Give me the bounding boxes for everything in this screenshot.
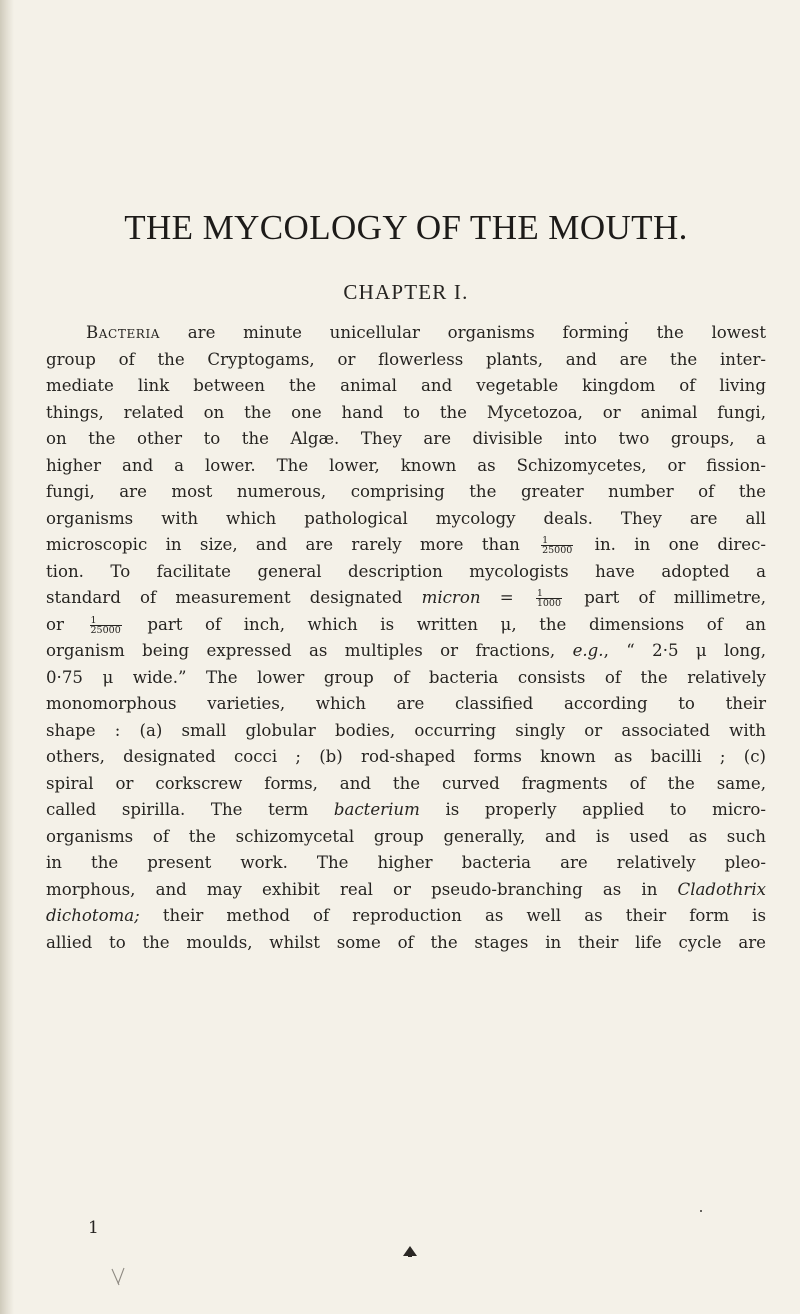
text-line: fungi, are most numerous, comprising the greater number of the (46, 482, 766, 501)
italic-term: micron (421, 588, 481, 607)
text-line: dichotoma; their method of reproduction as well as their form is (46, 906, 766, 925)
text-line: tion. To facilitate general description mycologists have adopted a (46, 561, 766, 581)
text-line: organism being expressed as multiples or fractions, e.g., “ 2·5 μ long, (46, 641, 766, 660)
text-line: organisms with which pathological mycology deals. They are all (46, 508, 766, 528)
fraction: $\frac{1}{25000}$ (542, 535, 573, 556)
text-line: morphous, and may exhibit real or pseudo-branching as in Cladothrix (46, 879, 766, 899)
body-paragraph (46, 320, 766, 956)
text-line: organisms of the schizomycetal group generally, and is used as such (46, 826, 766, 846)
text-line: monomorphous varieties, which are classified according to their (46, 694, 766, 713)
text-line: on the other to the Algæ. They are divisible into two groups, a (46, 429, 766, 448)
fraction: $\frac{1}{25000}$ (90, 614, 121, 636)
text-line: allied to the moulds, whilst some of the stages in their life cycle are (46, 932, 766, 952)
chapter-heading: CHAPTER I. (343, 280, 469, 304)
text-line: or $\frac{1}{25000}$ part of inch, which is written μ, the dimensions of an (46, 614, 766, 636)
book-title: THE MYCOLOGY OF THE MOUTH. (124, 208, 688, 247)
italic-term: e.g. (572, 641, 604, 660)
italic-term: dichotoma; (46, 906, 140, 925)
text-line: spiral or corkscrew forms, and the curved fragments of the same, (46, 773, 766, 793)
italic-term: bacterium (333, 800, 420, 819)
text-line: things, related on the one hand to the Mycetozoa, or animal fungi, (46, 402, 766, 422)
text-line: standard of measurement designated micron = $\frac{1}{1000}$ part of millimetre, (46, 588, 767, 609)
text-line: shape : (a) small globular bodies, occurring singly or associated with (46, 720, 766, 740)
text-line: group of the Cryptogams, or flowerless plants, and are the inter- (46, 349, 766, 369)
fraction: $\frac{1}{1000}$ (536, 588, 561, 609)
printer-ornament-icon (402, 1244, 418, 1258)
text-line: in the present work. The higher bacteria are relatively pleo- (46, 853, 766, 872)
text-line: 0·75 μ wide.” The lower group of bacteria consists of the relatively (46, 667, 766, 687)
text-line: called spirilla. The term bacterium is properly applied to micro- (46, 800, 767, 819)
page-number: 1 (88, 1218, 99, 1238)
text-line: microscopic in size, and are rarely more than $\frac{1}{25000}$ in. in one direc- (46, 535, 766, 556)
print-speck (700, 1210, 702, 1212)
pencil-scratch-mark (110, 1266, 126, 1288)
italic-term: Cladothrix (677, 879, 766, 899)
page-left-edge (0, 0, 14, 1314)
text-line: others, designated cocci ; (b) rod-shaped forms known as bacilli ; (c) (46, 747, 766, 766)
text-line: Bacteria are minute unicellular organisms forming the lowest (86, 323, 766, 342)
lead-word: Bacteria (86, 323, 161, 342)
text-line: mediate link between the animal and vegetable kingdom of living (46, 376, 766, 395)
text-line: higher and a lower. The lower, known as Schizomycetes, or fission- (46, 455, 766, 475)
